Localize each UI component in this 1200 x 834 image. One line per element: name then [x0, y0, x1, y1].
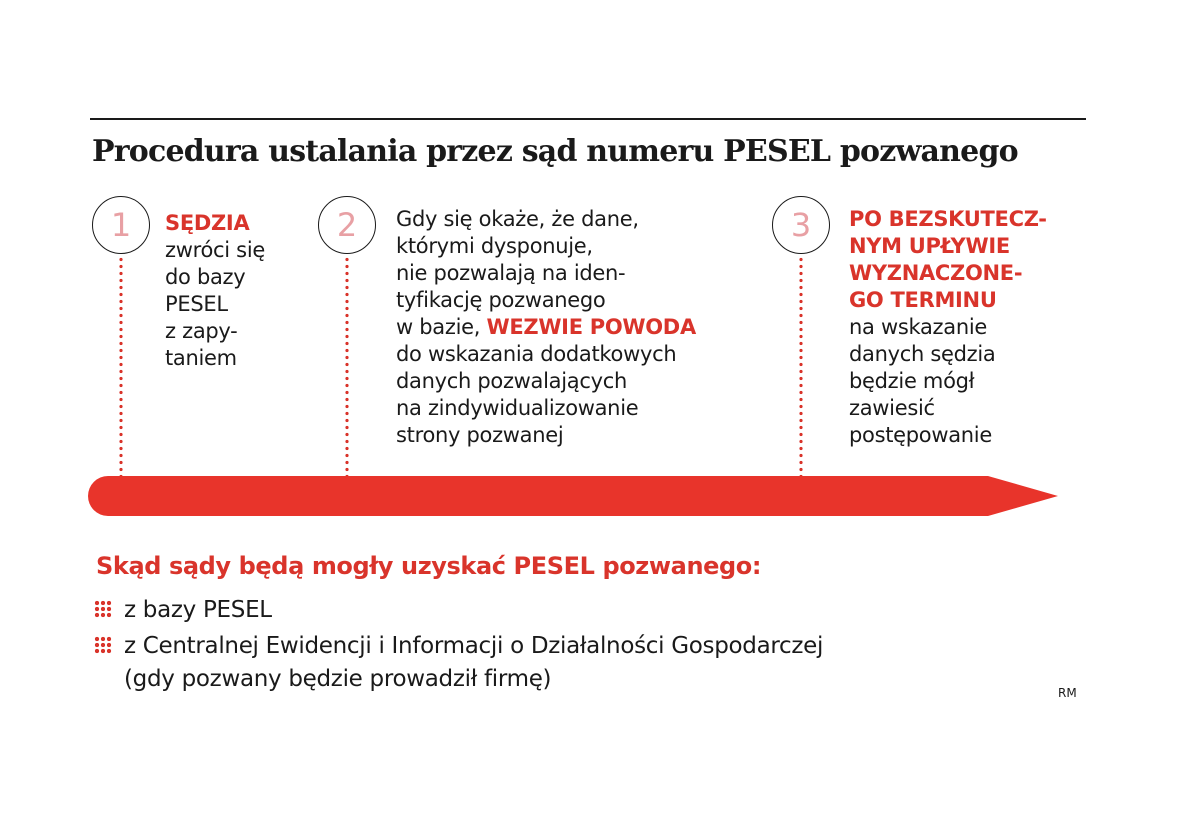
step-2-line: na zindywidualizowanie [396, 396, 639, 420]
step-2-inline-line [396, 314, 696, 341]
step-1-line: PESEL [165, 292, 228, 316]
step-1-highlight: SĘDZIA [165, 211, 250, 235]
step-2-text [396, 206, 696, 449]
dot-grid-icon [94, 636, 112, 654]
dot-grid-icon [94, 600, 112, 618]
page-title: Procedura ustalania przez sąd numeru PESEL pozwanego [92, 134, 1018, 169]
step-1-text [165, 210, 265, 372]
step-1-number: 1 [110, 206, 132, 244]
step-2-circle [318, 196, 376, 254]
step-2-line: nie pozwalają na iden- [396, 261, 626, 285]
source-item-text: z bazy PESEL [124, 597, 272, 623]
source-item-continuation: (gdy pozwany będzie prowadził firmę) [124, 666, 552, 692]
step-2-line: tyfikację pozwanego [396, 288, 606, 312]
step-3-line: zawiesić [849, 396, 935, 420]
step-3-line: na wskazanie [849, 315, 987, 339]
step-3-number: 3 [790, 206, 812, 244]
step-2-number: 2 [336, 206, 358, 244]
step-1-circle [92, 196, 150, 254]
step-1-line: taniem [165, 346, 237, 370]
step-3-line: postępowanie [849, 423, 992, 447]
step-2-line: do wskazania dodatkowych [396, 342, 677, 366]
step-3-highlight-line: WYZNACZONE- [849, 261, 1023, 285]
step-3-line: będzie mógł [849, 369, 975, 393]
step-1-line: do bazy [165, 265, 246, 289]
source-item [94, 630, 823, 696]
source-item [94, 594, 272, 627]
step-2-line: strony pozwanej [396, 423, 564, 447]
step-2-inline-prefix: w bazie, [396, 315, 487, 339]
step-2-highlight: WEZWIE POWODA [486, 315, 696, 339]
step-2-line: którymi dysponuje, [396, 234, 593, 258]
step-3-text [849, 206, 1047, 449]
step-3-circle [772, 196, 830, 254]
step-1-connector [119, 256, 123, 476]
step-3-connector [799, 256, 803, 476]
source-item-text: z Centralnej Ewidencji i Informacji o Działalności Gospodarczej [124, 633, 824, 659]
timeline-arrow [88, 474, 1064, 518]
timeline-arrow-shape [88, 476, 1058, 516]
step-2-connector [345, 256, 349, 476]
step-2-line: Gdy się okaże, że dane, [396, 207, 639, 231]
sources-heading: Skąd sądy będą mogły uzyskać PESEL pozwanego: [96, 552, 762, 580]
step-1-line: zwróci się [165, 238, 265, 262]
step-3-highlight-line: PO BEZSKUTECZ- [849, 207, 1047, 231]
step-3-highlight-line: GO TERMINU [849, 288, 997, 312]
step-1-line: z zapy- [165, 319, 238, 343]
step-2-line: danych pozwalających [396, 369, 627, 393]
step-3-line: danych sędzia [849, 342, 996, 366]
top-rule [90, 118, 1086, 120]
author-credit: RM [1058, 686, 1077, 700]
step-3-highlight-line: NYM UPŁYWIE [849, 234, 1010, 258]
